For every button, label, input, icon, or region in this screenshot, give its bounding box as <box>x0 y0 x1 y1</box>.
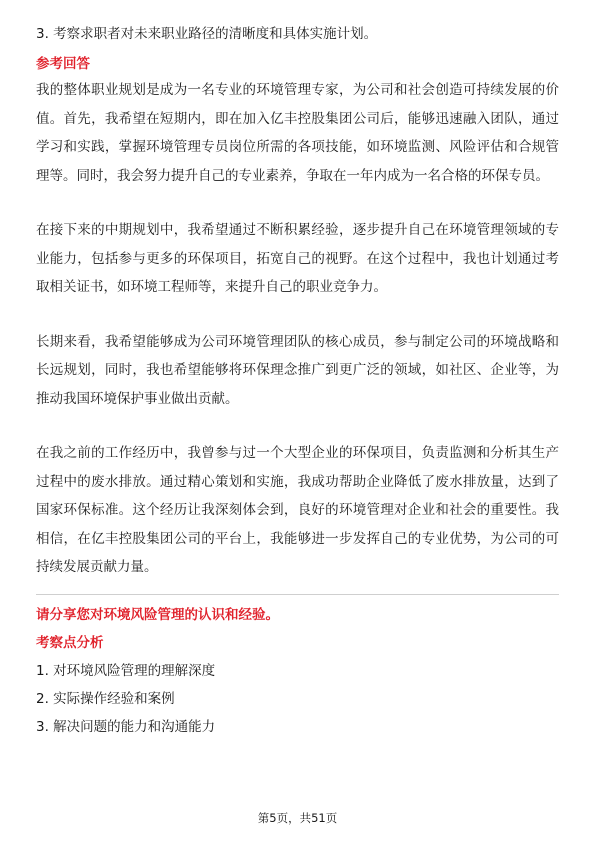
interview-question: 请分享您对环境风险管理的认识和经验。 <box>36 606 279 623</box>
document-page <box>36 22 559 741</box>
evaluation-points-list <box>36 657 559 741</box>
answer-paragraph-4: 在我之前的工作经历中，我曾参与过一个大型企业的环保项目，负责监测和分析其生产过程中的废水排放。通过精心策划和实施，我成功帮助企业降低了废水排放量，达到了国家环保标准。这个经历让我深刻体会到，良好的环境管理对企业和社会的重要性。我相信，在亿丰控股集团公司的平台上，我能够进一步发挥自己的专业优势，为公司的可持续发展贡献力量。 <box>36 445 559 575</box>
answer-paragraph-3: 长期来看，我希望能够成为公司环境管理团队的核心成员，参与制定公司的环境战略和长远规划，同时，我也希望能够将环保理念推广到更广泛的领域，如社区、企业等，为推动我国环境保护事业做出贡献。 <box>36 333 559 407</box>
page-number-footer: 第5页，共51页 <box>257 811 338 825</box>
evaluation-points-heading: 考察点分析 <box>36 634 104 651</box>
answer-body <box>36 76 559 582</box>
answer-paragraph-1: 我的整体职业规划是成为一名专业的环境管理专家，为公司和社会创造可持续发展的价值。首先，我希望在短期内，即在加入亿丰控股集团公司后，能够迅速融入团队，通过学习和实践，掌握环境管理专员岗位所需的各项技能，如环境监测、风险评估和合规管理等。同时，我会努力提升自己的专业素养，争取在一年内成为一名合格的环保专员。 <box>36 82 559 184</box>
evaluation-point-3: 3. 考察求职者对未来职业路径的清晰度和具体实施计划。 <box>36 26 378 42</box>
reference-answer-heading: 参考回答 <box>36 56 90 72</box>
evaluation-point-item: 1. 对环境风险管理的理解深度 <box>36 662 216 679</box>
section-divider <box>36 594 559 595</box>
evaluation-point-item: 2. 实际操作经验和案例 <box>36 690 175 707</box>
evaluation-point-item: 3. 解决问题的能力和沟通能力 <box>36 718 216 735</box>
answer-paragraph-2: 在接下来的中期规划中，我希望通过不断积累经验，逐步提升自己在环境管理领域的专业能力，包括参与更多的环保项目，拓宽自己的视野。在这个过程中，我也计划通过考取相关证书，如环境工程师等，来提升自己的职业竞争力。 <box>36 222 559 295</box>
